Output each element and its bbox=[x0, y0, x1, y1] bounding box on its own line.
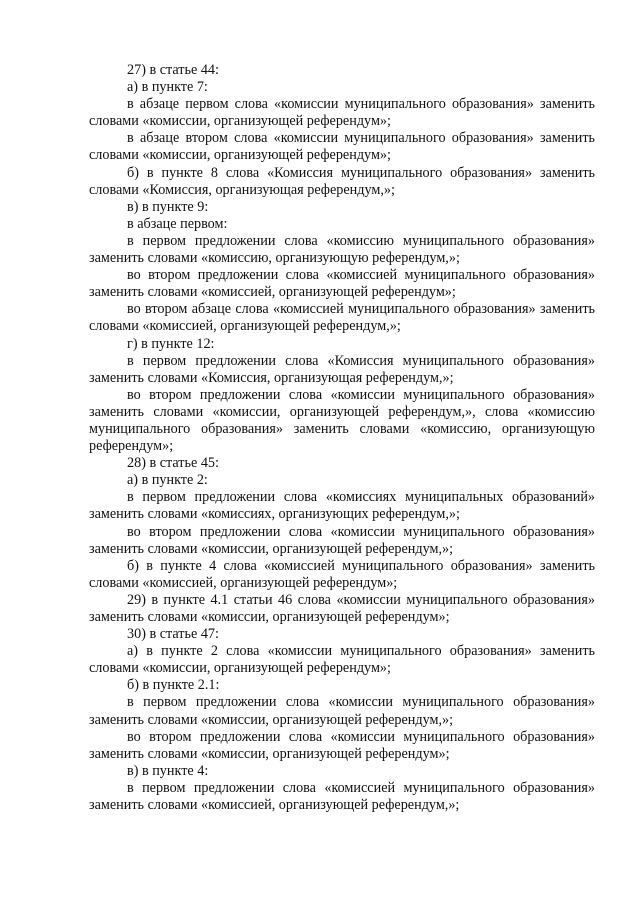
paragraph-7: в абзаце первом: bbox=[127, 215, 228, 232]
paragraph-18: б) в пункте 4 слова «комиссией муниципального образования» заменить словами «комиссией, организующей референдум»; bbox=[89, 557, 595, 591]
paragraph-13: во втором предложении слова «комиссии муниципального образования» заменить словами «комиссии, организующей референдум,», слова «комиссию муниципального образования» заменить словами «комиссию, организующую референдум»; bbox=[89, 386, 595, 455]
paragraph-25: в) в пункте 4: bbox=[127, 762, 209, 779]
paragraph-21: а) в пункте 2 слова «комиссии муниципального образования» заменить словами «комиссии, организующей референдум»; bbox=[89, 643, 595, 677]
paragraph-22: б) в пункте 2.1: bbox=[127, 677, 220, 694]
paragraph-11: г) в пункте 12: bbox=[127, 335, 215, 352]
paragraph-5: б) в пункте 8 слова «Комиссия муниципального образования» заменить словами «Комиссия, организующая референдум,»; bbox=[89, 164, 595, 198]
paragraph-20: 30) в статье 47: bbox=[127, 626, 219, 643]
paragraph-15: а) в пункте 2: bbox=[127, 472, 208, 489]
paragraph-14: 28) в статье 45: bbox=[127, 455, 219, 472]
paragraph-10: во втором абзаце слова «комиссией муниципального образования» заменить словами «комиссией, организующей референдум,»; bbox=[89, 301, 595, 335]
paragraph-3: в абзаце первом слова «комиссии муниципального образования» заменить словами «комиссии, организующей референдум»; bbox=[89, 96, 595, 130]
paragraph-16: в первом предложении слова «комиссиях муниципальных образований» заменить словами «комиссиях, организующих референдум,»; bbox=[89, 489, 595, 523]
paragraph-4: в абзаце втором слова «комиссии муниципального образования» заменить словами «комиссии, организующей референдум»; bbox=[89, 130, 595, 164]
paragraph-12: в первом предложении слова «Комиссия муниципального образования» заменить словами «Комиссия, организующая референдум,»; bbox=[89, 352, 595, 386]
paragraph-1: 27) в статье 44: bbox=[127, 62, 219, 78]
paragraph-9: во втором предложении слова «комиссией муниципального образования» заменить словами «комиссией, организующей референдум»; bbox=[89, 267, 595, 301]
document-body bbox=[89, 62, 595, 814]
paragraph-24: во втором предложении слова «комиссии муниципального образования» заменить словами «комиссии, организующей референдум»; bbox=[89, 728, 595, 762]
paragraph-2: а) в пункте 7: bbox=[127, 79, 208, 96]
paragraph-19: 29) в пункте 4.1 статьи 46 слова «комиссии муниципального образования» заменить словами «комиссии, организующей референдум»; bbox=[89, 591, 595, 625]
paragraph-17: во втором предложении слова «комиссии муниципального образования» заменить словами «комиссии, организующей референдум,»; bbox=[89, 523, 595, 557]
paragraph-8: в первом предложении слова «комиссию муниципального образования» заменить словами «комиссию, организующую референдум,»; bbox=[89, 232, 595, 267]
paragraph-23: в первом предложении слова «комиссии муниципального образования» заменить словами «комиссии, организующей референдум,»; bbox=[89, 694, 595, 728]
paragraph-26: в первом предложении слова «комиссией муниципального образования» заменить словами «комиссией, организующей референдум,»; bbox=[89, 779, 595, 814]
paragraph-6: в) в пункте 9: bbox=[127, 198, 209, 215]
